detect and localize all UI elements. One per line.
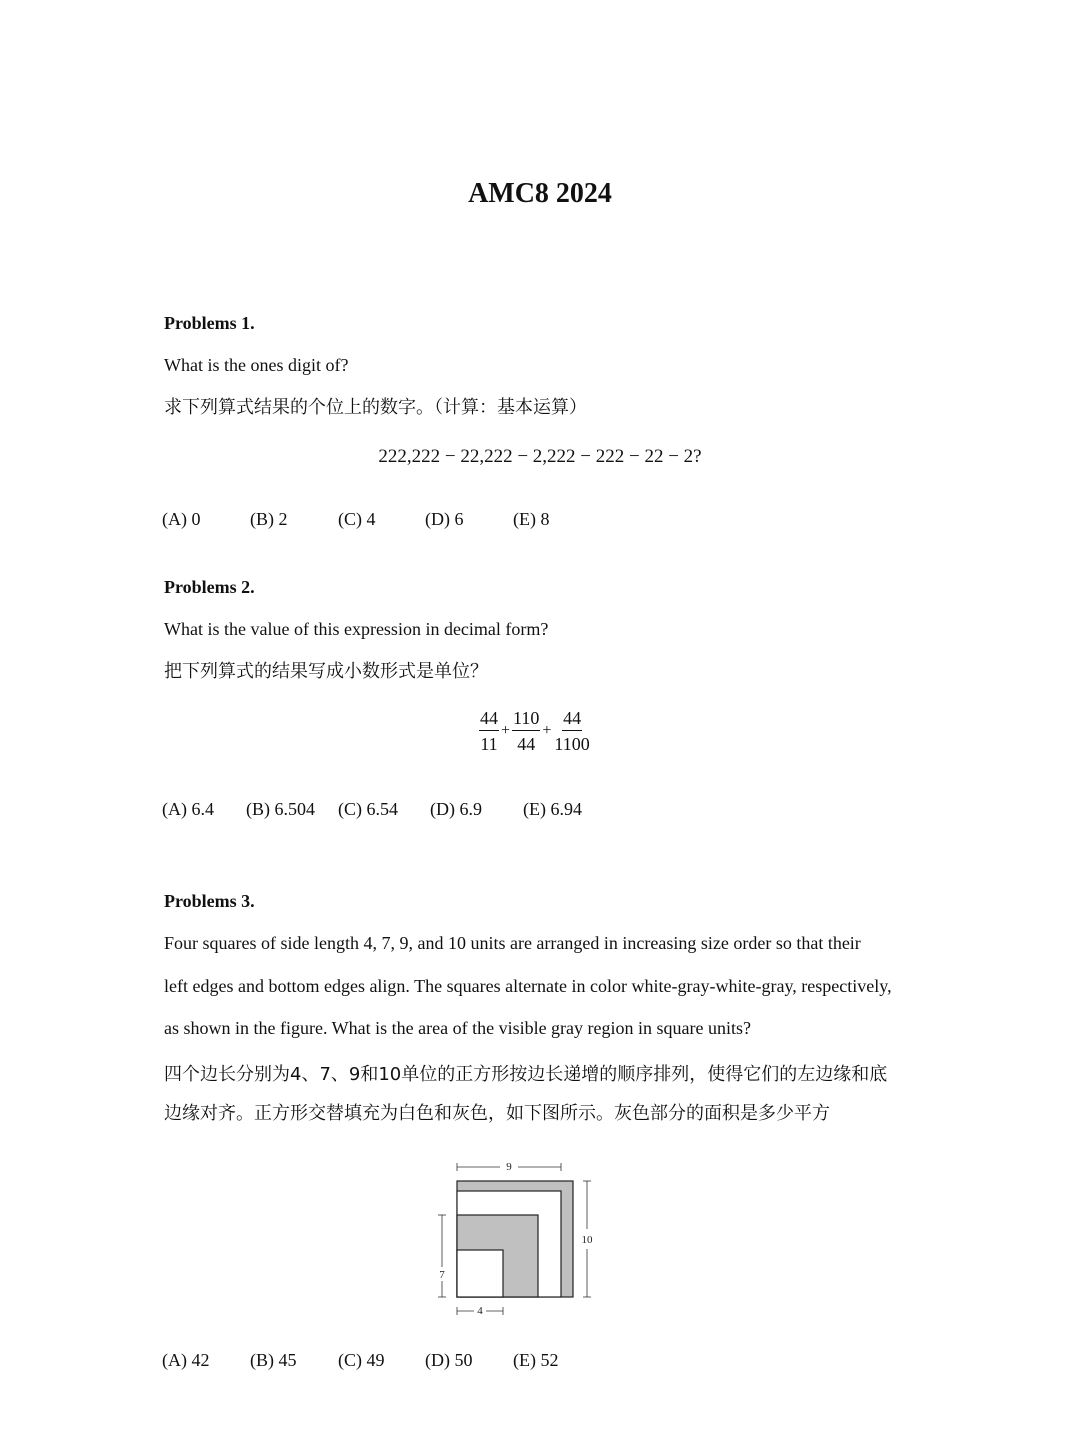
label-10: 10 xyxy=(581,1234,593,1246)
dimension-left xyxy=(438,1215,446,1297)
choice-a: (A) 0 xyxy=(162,509,201,529)
choice-d: (D) 6 xyxy=(425,509,464,529)
problem-1-heading: Problems 1. xyxy=(164,313,255,333)
choice-c: (C) 49 xyxy=(338,1350,385,1370)
choice-b: (B) 45 xyxy=(250,1350,297,1370)
label-4: 4 xyxy=(477,1305,483,1317)
choice-b: (B) 6.504 xyxy=(246,799,315,819)
problem-3-question-en-line-3: as shown in the figure. What is the area of the visible gray region in square units? xyxy=(164,1018,752,1038)
page-title: AMC8 2024 xyxy=(468,178,612,209)
fraction xyxy=(512,709,540,753)
choice-a: (A) 6.4 xyxy=(162,799,214,819)
problem-3-question-en-line-2: left edges and bottom edges align. The squares alternate in color white-gray-white-gray, respectively, xyxy=(164,976,892,996)
problem-3-question-cn-line-2: 边缘对齐。正方形交替填充为白色和灰色，如下图所示。灰色部分的面积是多少平方 xyxy=(164,1103,830,1124)
denominator: 11 xyxy=(480,734,498,754)
problem-3-question-cn-line-1: 四个边长分别为4、7、9和10单位的正方形按边长递增的顺序排列，使得它们的左边缘和底 xyxy=(164,1064,888,1085)
problem-3-question-en-line-1: Four squares of side length 4, 7, 9, and 10 units are arranged in increasing size order so that their xyxy=(164,933,861,953)
square-4 xyxy=(457,1250,503,1297)
choice-e: (E) 6.94 xyxy=(523,799,582,819)
choice-d: (D) 6.9 xyxy=(430,799,482,819)
denominator: 1100 xyxy=(554,734,590,754)
plus-sign: + xyxy=(542,722,552,739)
plus-sign: + xyxy=(501,722,511,739)
problem-1-question-cn: 求下列算式结果的个位上的数字。（计算：基本运算） xyxy=(164,397,587,418)
choice-d: (D) 50 xyxy=(425,1350,473,1370)
problem-2-expression xyxy=(479,709,591,753)
numerator: 44 xyxy=(479,709,499,731)
problem-2-question-en: What is the value of this expression in decimal form? xyxy=(164,619,549,639)
squares-diagram xyxy=(430,1155,610,1325)
label-9: 9 xyxy=(506,1161,512,1173)
fraction xyxy=(479,709,499,753)
choice-b: (B) 2 xyxy=(250,509,288,529)
numerator: 44 xyxy=(562,709,582,731)
choice-c: (C) 6.54 xyxy=(338,799,398,819)
problem-1-expression: 222,222 − 22,222 − 2,222 − 222 − 22 − 2? xyxy=(378,446,702,467)
choice-e: (E) 52 xyxy=(513,1350,559,1370)
choice-c: (C) 4 xyxy=(338,509,376,529)
squares-figure xyxy=(430,1155,610,1330)
problem-1-question-en: What is the ones digit of? xyxy=(164,355,349,375)
choice-e: (E) 8 xyxy=(513,509,550,529)
problem-3-heading: Problems 3. xyxy=(164,891,255,911)
denominator: 44 xyxy=(517,734,536,754)
fraction xyxy=(553,709,590,753)
problem-2-question-cn: 把下列算式的结果写成小数形式是单位？ xyxy=(164,661,488,682)
choice-a: (A) 42 xyxy=(162,1350,210,1370)
label-7: 7 xyxy=(439,1269,445,1281)
numerator: 110 xyxy=(512,709,540,731)
problem-2-heading: Problems 2. xyxy=(164,577,255,597)
